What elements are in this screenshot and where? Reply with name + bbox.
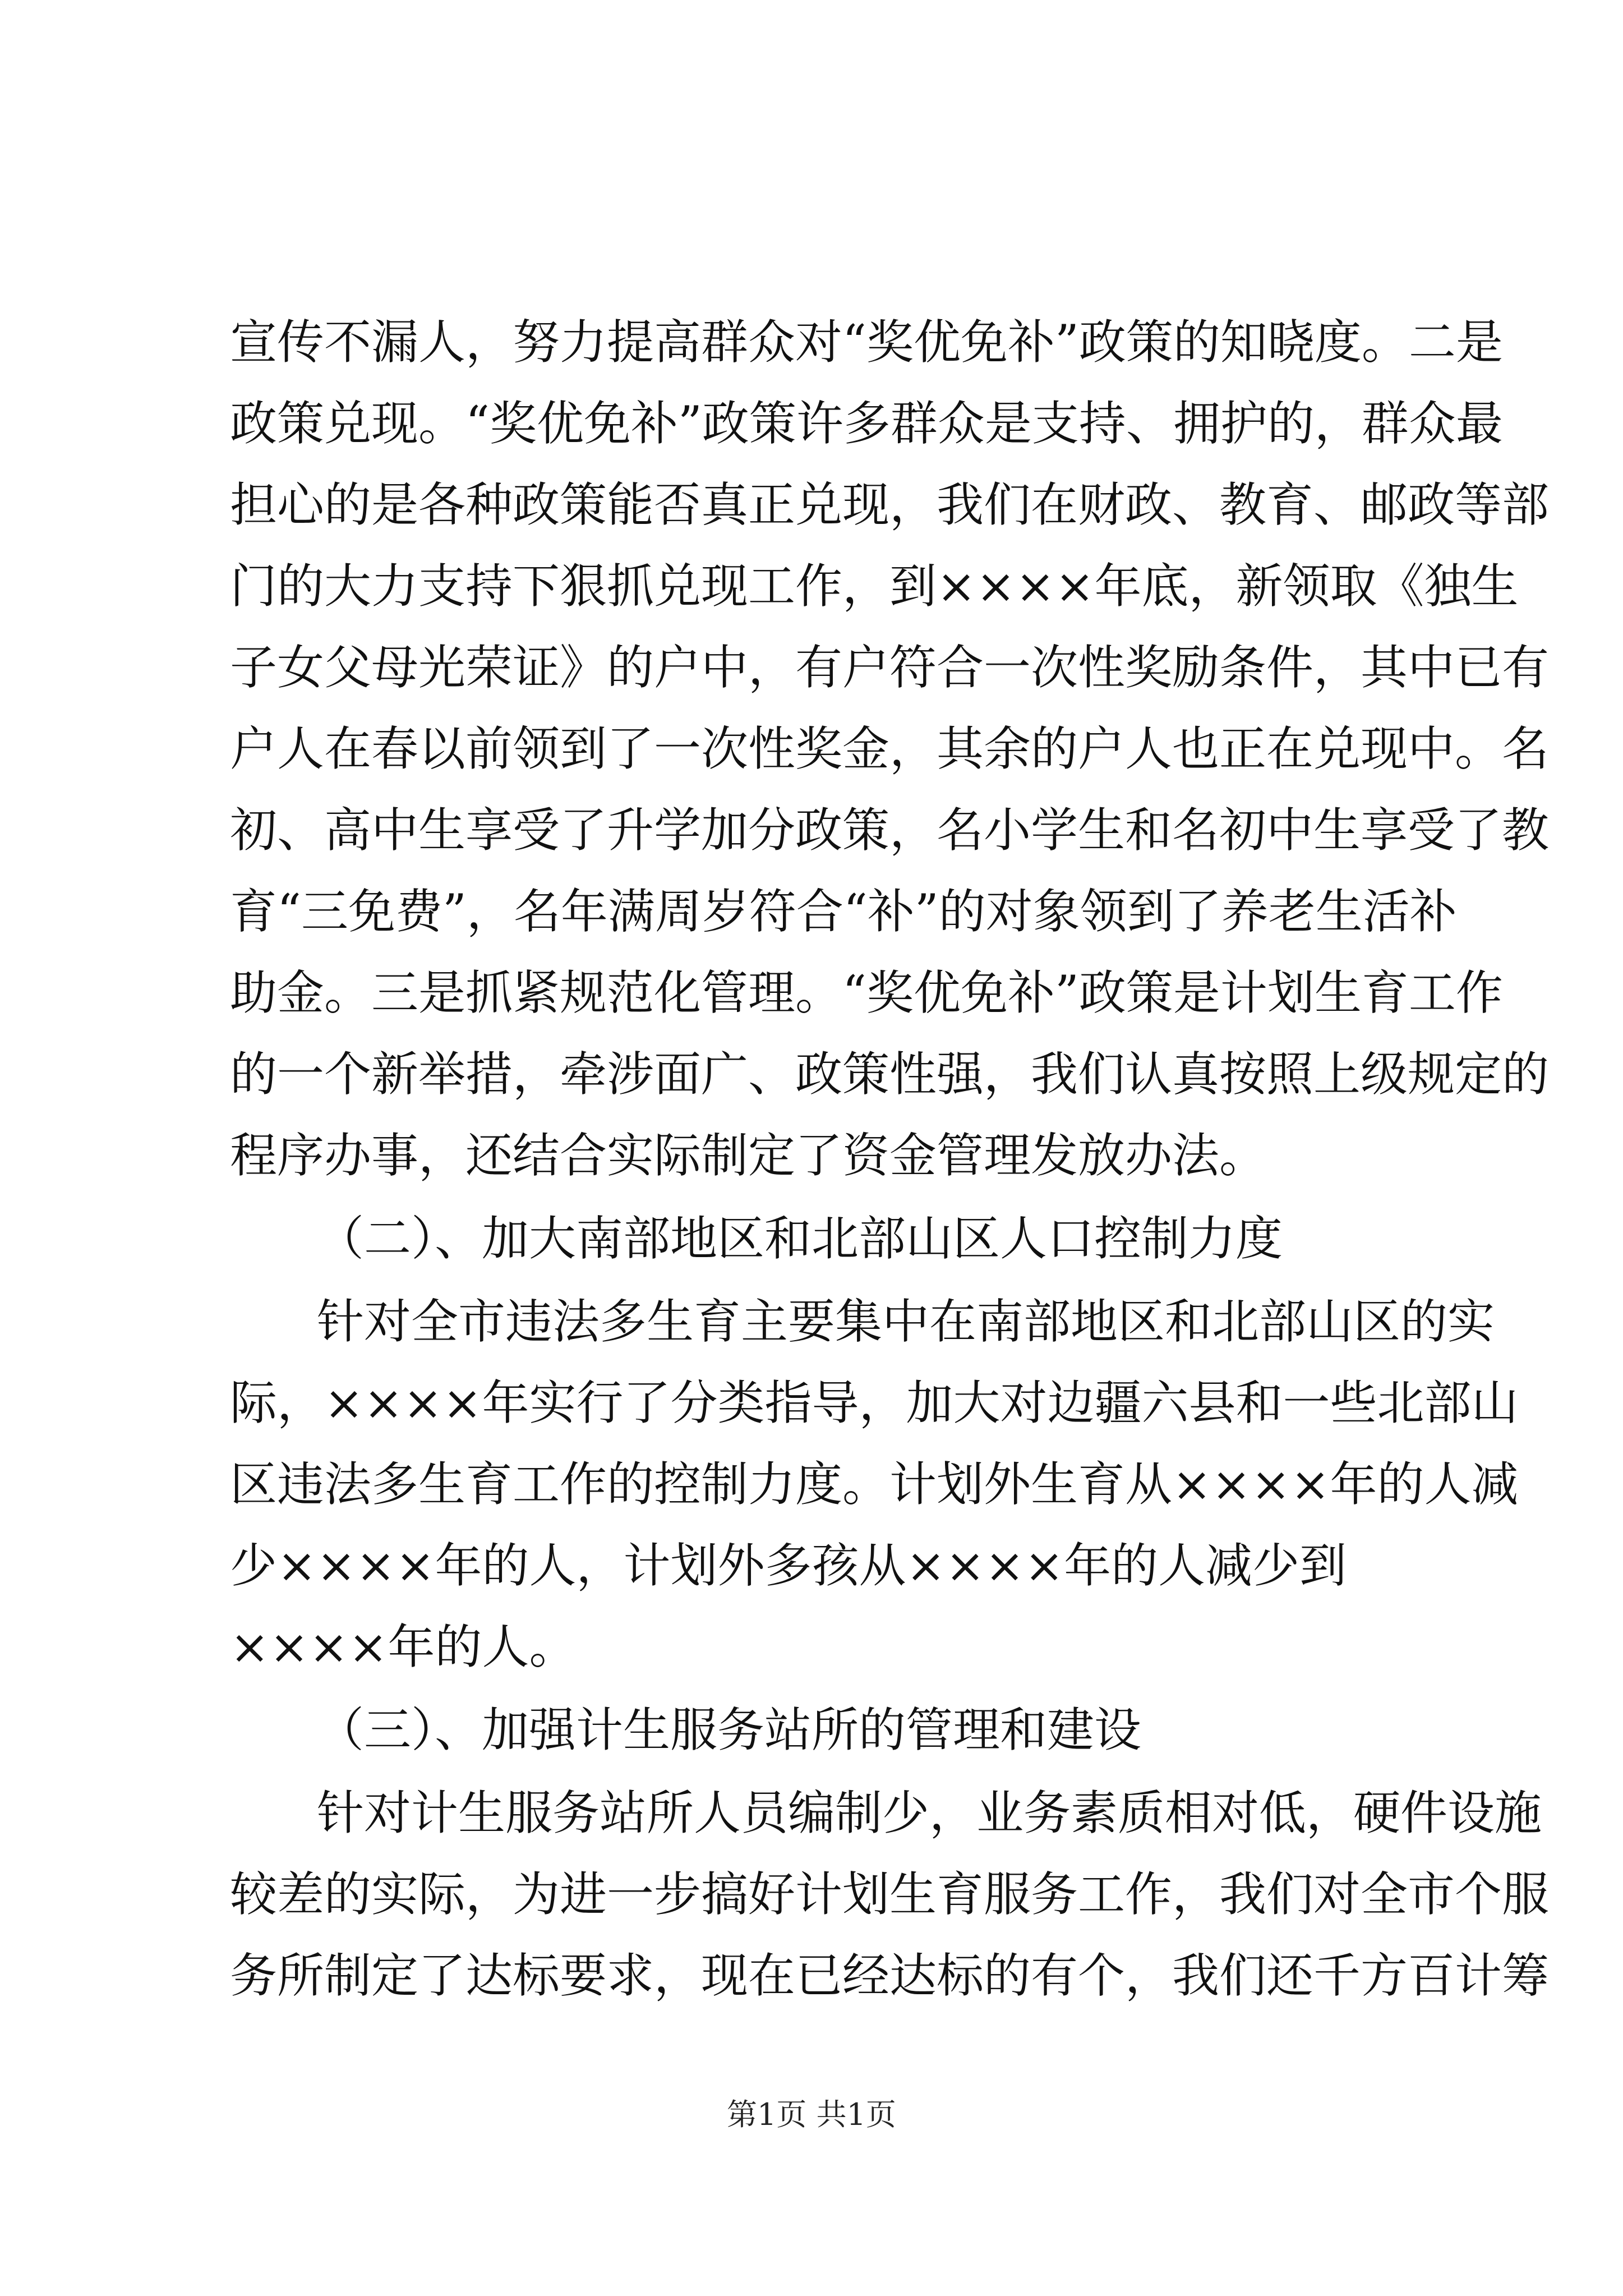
text-line-content: 针对全市违法多生育主要集中在南部地区和北部山区的实: [317, 1294, 1495, 1349]
section-heading-text: （二）、加大南部地区和北部山区人口控制力度: [317, 1211, 1283, 1266]
text-line-content: 少××××年的人，计划外多孩从××××年的人减少到: [230, 1538, 1347, 1593]
text-line-content: 程序办事，还结合实际制定了资金管理发放办法。: [230, 1128, 1267, 1183]
text-line-content: 初、高中生享受了升学加分政策，名小学生和名初中生享受了教: [230, 803, 1550, 858]
text-line-content: 育“三免费”，名年满周岁符合“补”的对象领到了养老生活补: [230, 884, 1457, 939]
page-footer: 第1页 共1页: [727, 2097, 896, 2132]
text-line-content: 子女父母光荣证》的户中，有户符合一次性奖励条件，其中已有: [230, 640, 1550, 695]
section-heading-text: （三）、加强计生服务站所的管理和建设: [317, 1703, 1142, 1757]
text-line-content: 的一个新举措，牵涉面广、政策性强，我们认真按照上级规定的: [230, 1047, 1550, 1102]
text-line-content: 门的大力支持下狠抓兑现工作，到××××年底，新领取《独生: [230, 559, 1519, 614]
text-line-content: 区违法多生育工作的控制力度。计划外生育从××××年的人减: [230, 1457, 1519, 1512]
text-line-content: 助金。三是抓紧规范化管理。“奖优免补”政策是计划生育工作: [230, 965, 1503, 1020]
text-line-content: 担心的是各种政策能否真正兑现，我们在财政、教育、邮政等部: [230, 477, 1550, 532]
text-line-content: 务所制定了达标要求，现在已经达标的有个，我们还千方百计筹: [230, 1948, 1550, 2003]
text-line-content: 际，××××年实行了分类指导，加大对边疆六县和一些北部山: [230, 1375, 1519, 1430]
text-line-content: 较差的实际，为进一步搞好计划生育服务工作，我们对全市个服: [230, 1867, 1550, 1922]
text-line-content: ××××年的人。: [230, 1619, 577, 1674]
text-line-content: 政策兑现。“奖优免补”政策许多群众是支持、拥护的，群众最: [230, 396, 1503, 451]
text-line: [0, 1925, 1623, 2026]
text-line-content: 宣传不漏人，努力提高群众对“奖优免补”政策的知晓度。二是: [230, 315, 1503, 370]
text-line-content: 户人在春以前领到了一次性奖金，其余的户人也正在兑现中。名: [230, 721, 1550, 776]
text-line-content: 针对计生服务站所人员编制少，业务素质相对低，硬件设施: [317, 1786, 1542, 1841]
